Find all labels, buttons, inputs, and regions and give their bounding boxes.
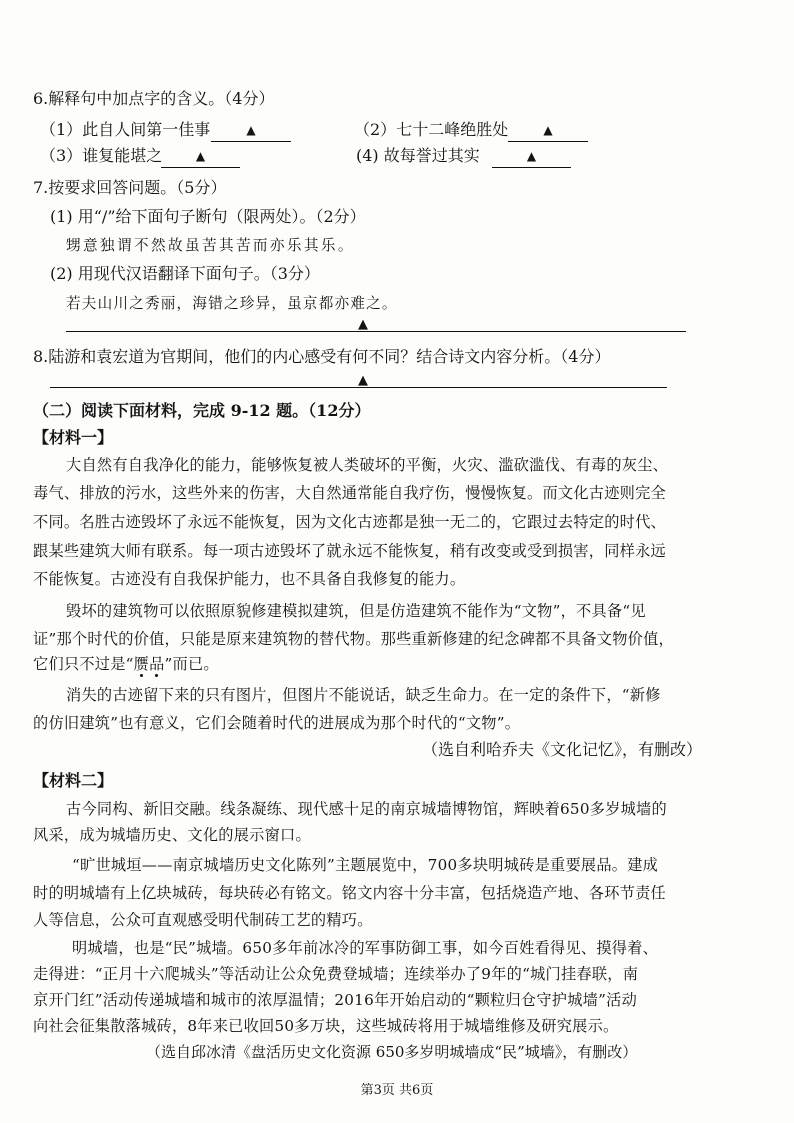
q7-sub2: (2) 用现代汉语翻译下面句子。（3分） xyxy=(50,264,320,283)
material2-p1-line1: 古今同构、新旧交融。线条凝练、现代感十足的南京城墙博物馆，辉映着650多岁城墙的 xyxy=(66,800,667,818)
q7-title: 7.按要求回答问题。（5分） xyxy=(33,178,227,197)
q6-item-3 xyxy=(40,145,162,167)
q6-answer-blank-2[interactable] xyxy=(508,119,588,142)
material1-p1-line5: 不能恢复。古迹没有自我保护能力，也不具备自我修复的能力。 xyxy=(33,570,466,588)
q6-item-3-num: （3） xyxy=(40,146,83,165)
q8-title: 8.陆游和袁宏道为官期间，他们的内心感受有何不同？结合诗文内容分析。（4分） xyxy=(33,347,611,366)
material2-p2-line1: “旷世城垣——南京城墙历史文化陈列”主题展览中，700多块明城砖是重要展品。建成 xyxy=(72,856,659,874)
material1-p2-line3 xyxy=(33,653,219,675)
material1-p2-line3-suffix: ”而已。 xyxy=(164,655,219,673)
q6-item-1-text: 此自人间第一佳事 xyxy=(82,120,211,139)
material2-p3-line2: 走得进：“正月十六爬城头”等活动让公众免费登城墙；连续举办了9年的“城门挂春联，南 xyxy=(33,965,639,983)
material2-heading: 【材料二】 xyxy=(33,771,114,790)
material2-p1-line2: 风采，成为城墙历史、文化的展示窗口。 xyxy=(33,826,311,844)
q7-sentence1: 甥意独谓不然故虽苦其苦而亦乐其乐。 xyxy=(66,237,355,254)
material2-p3-line4: 向社会征集散落城砖，8年来已收回50多万块，这些城砖将用于城墙维修及研究展示。 xyxy=(33,1017,619,1035)
answer-marker-icon: ▲ xyxy=(526,149,537,163)
material1-source: （选自利哈乔夫《文化记忆》，有删改） xyxy=(422,740,703,759)
q7-answer-marker-icon: ▲ xyxy=(358,317,368,332)
material1-p2-line2: 证”那个时代的价值，只能是原来建筑物的替代物。那些重新修建的纪念碑都不具备文物价值， xyxy=(33,630,674,648)
page-footer: 第3页 共6页 xyxy=(360,1083,434,1098)
material1-p1-line1: 大自然有自我净化的能力，能够恢复被人类破坏的平衡，火灾、滥砍滥伐、有毒的灰尘、 xyxy=(66,456,669,474)
material2-p3-line1: 明城墙，也是“民”城墙。650多年前冰冷的军事防御工事，如今百姓看得见、摸得着、 xyxy=(72,939,659,957)
q8-answer-marker-icon: ▲ xyxy=(358,373,368,388)
material1-p3-line1: 消失的古迹留下来的只有图片，但图片不能说话，缺乏生命力。在一定的条件下，“新修 xyxy=(66,686,661,704)
material1-heading: 【材料一】 xyxy=(33,428,114,447)
material2-p3-line3: 京开门红”活动传递城墙和城市的浓厚温情；2016年开始启动的“颗粒归仓守护城墙”活动 xyxy=(33,991,638,1009)
q6-item-3-text: 谁复能堪之 xyxy=(82,146,163,165)
q7-sub1: (1) 用“/”给下面句子断句（限两处）。（2分） xyxy=(50,207,366,226)
q6-item-1 xyxy=(40,119,210,141)
dotted-char-yan: 赝 xyxy=(133,655,150,673)
dotted-char-pin: 品 xyxy=(149,655,165,673)
q7-sentence2: 若夫山川之秀丽，海错之珍异，虽京都亦难之。 xyxy=(66,295,398,312)
answer-marker-icon: ▲ xyxy=(195,149,206,163)
q6-item-4-text: 故每誉过其实 xyxy=(383,146,480,165)
material1-p1-line4: 跟某些建筑大师有联系。每一项古迹毁坏了就永远不能恢复，稍有改变或受到损害，同样永远 xyxy=(33,542,666,560)
q6-item-1-num: （1） xyxy=(40,120,83,139)
q8-answer-line[interactable] xyxy=(50,387,667,388)
q6-item-4-num: (4) xyxy=(356,146,379,165)
material1-p2-line3-prefix: 它们只不过是“ xyxy=(33,655,134,673)
material2-p2-line2: 时的明城墙有上亿块城砖，每块砖必有铭文。铭文内容十分丰富，包括烧造产地、各环节责任 xyxy=(33,884,666,902)
q6-item-2-num: （2） xyxy=(354,120,397,139)
q6-item-2 xyxy=(354,119,508,141)
material2-p2-line3: 人等信息，公众可直观感受明代制砖工艺的精巧。 xyxy=(33,911,373,929)
q6-item-2-text: 七十二峰绝胜处 xyxy=(396,120,509,139)
q7-answer-line[interactable] xyxy=(66,331,686,332)
answer-marker-icon: ▲ xyxy=(246,123,256,137)
material2-source: （选自邱冰清《盘活历史文化资源 650多岁明城墙成“民”城墙》，有删改） xyxy=(146,1043,638,1061)
q6-title: 6.解释句中加点字的含义。（4分） xyxy=(33,89,275,108)
q6-item-4 xyxy=(356,145,480,167)
material1-p1-line3: 不同。名胜古迹毁坏了永远不能恢复，因为文化古迹都是独一无二的，它跟过去特定的时代、 xyxy=(33,513,666,531)
material1-p3-line2: 的仿旧建筑”也有意义，它们会随着时代的进展成为那个时代的“文物”。 xyxy=(33,714,521,732)
material1-p2-line1: 毁坏的建筑物可以依照原貌修建模拟建筑，但是仿造建筑不能作为“文物”，不具备“见 xyxy=(66,602,646,620)
q6-answer-blank-4[interactable] xyxy=(492,145,571,168)
material1-p1-line2: 毒气、排放的污水，这些外来的伤害，大自然通常能自我疗伤，慢慢恢复。而文化古迹则完全 xyxy=(33,484,666,502)
answer-marker-icon: ▲ xyxy=(543,123,553,137)
q6-answer-blank-3[interactable] xyxy=(161,145,240,168)
section2-title: （二）阅读下面材料，完成 9-12 题。（12分） xyxy=(33,401,371,420)
q6-answer-blank-1[interactable] xyxy=(211,119,291,142)
